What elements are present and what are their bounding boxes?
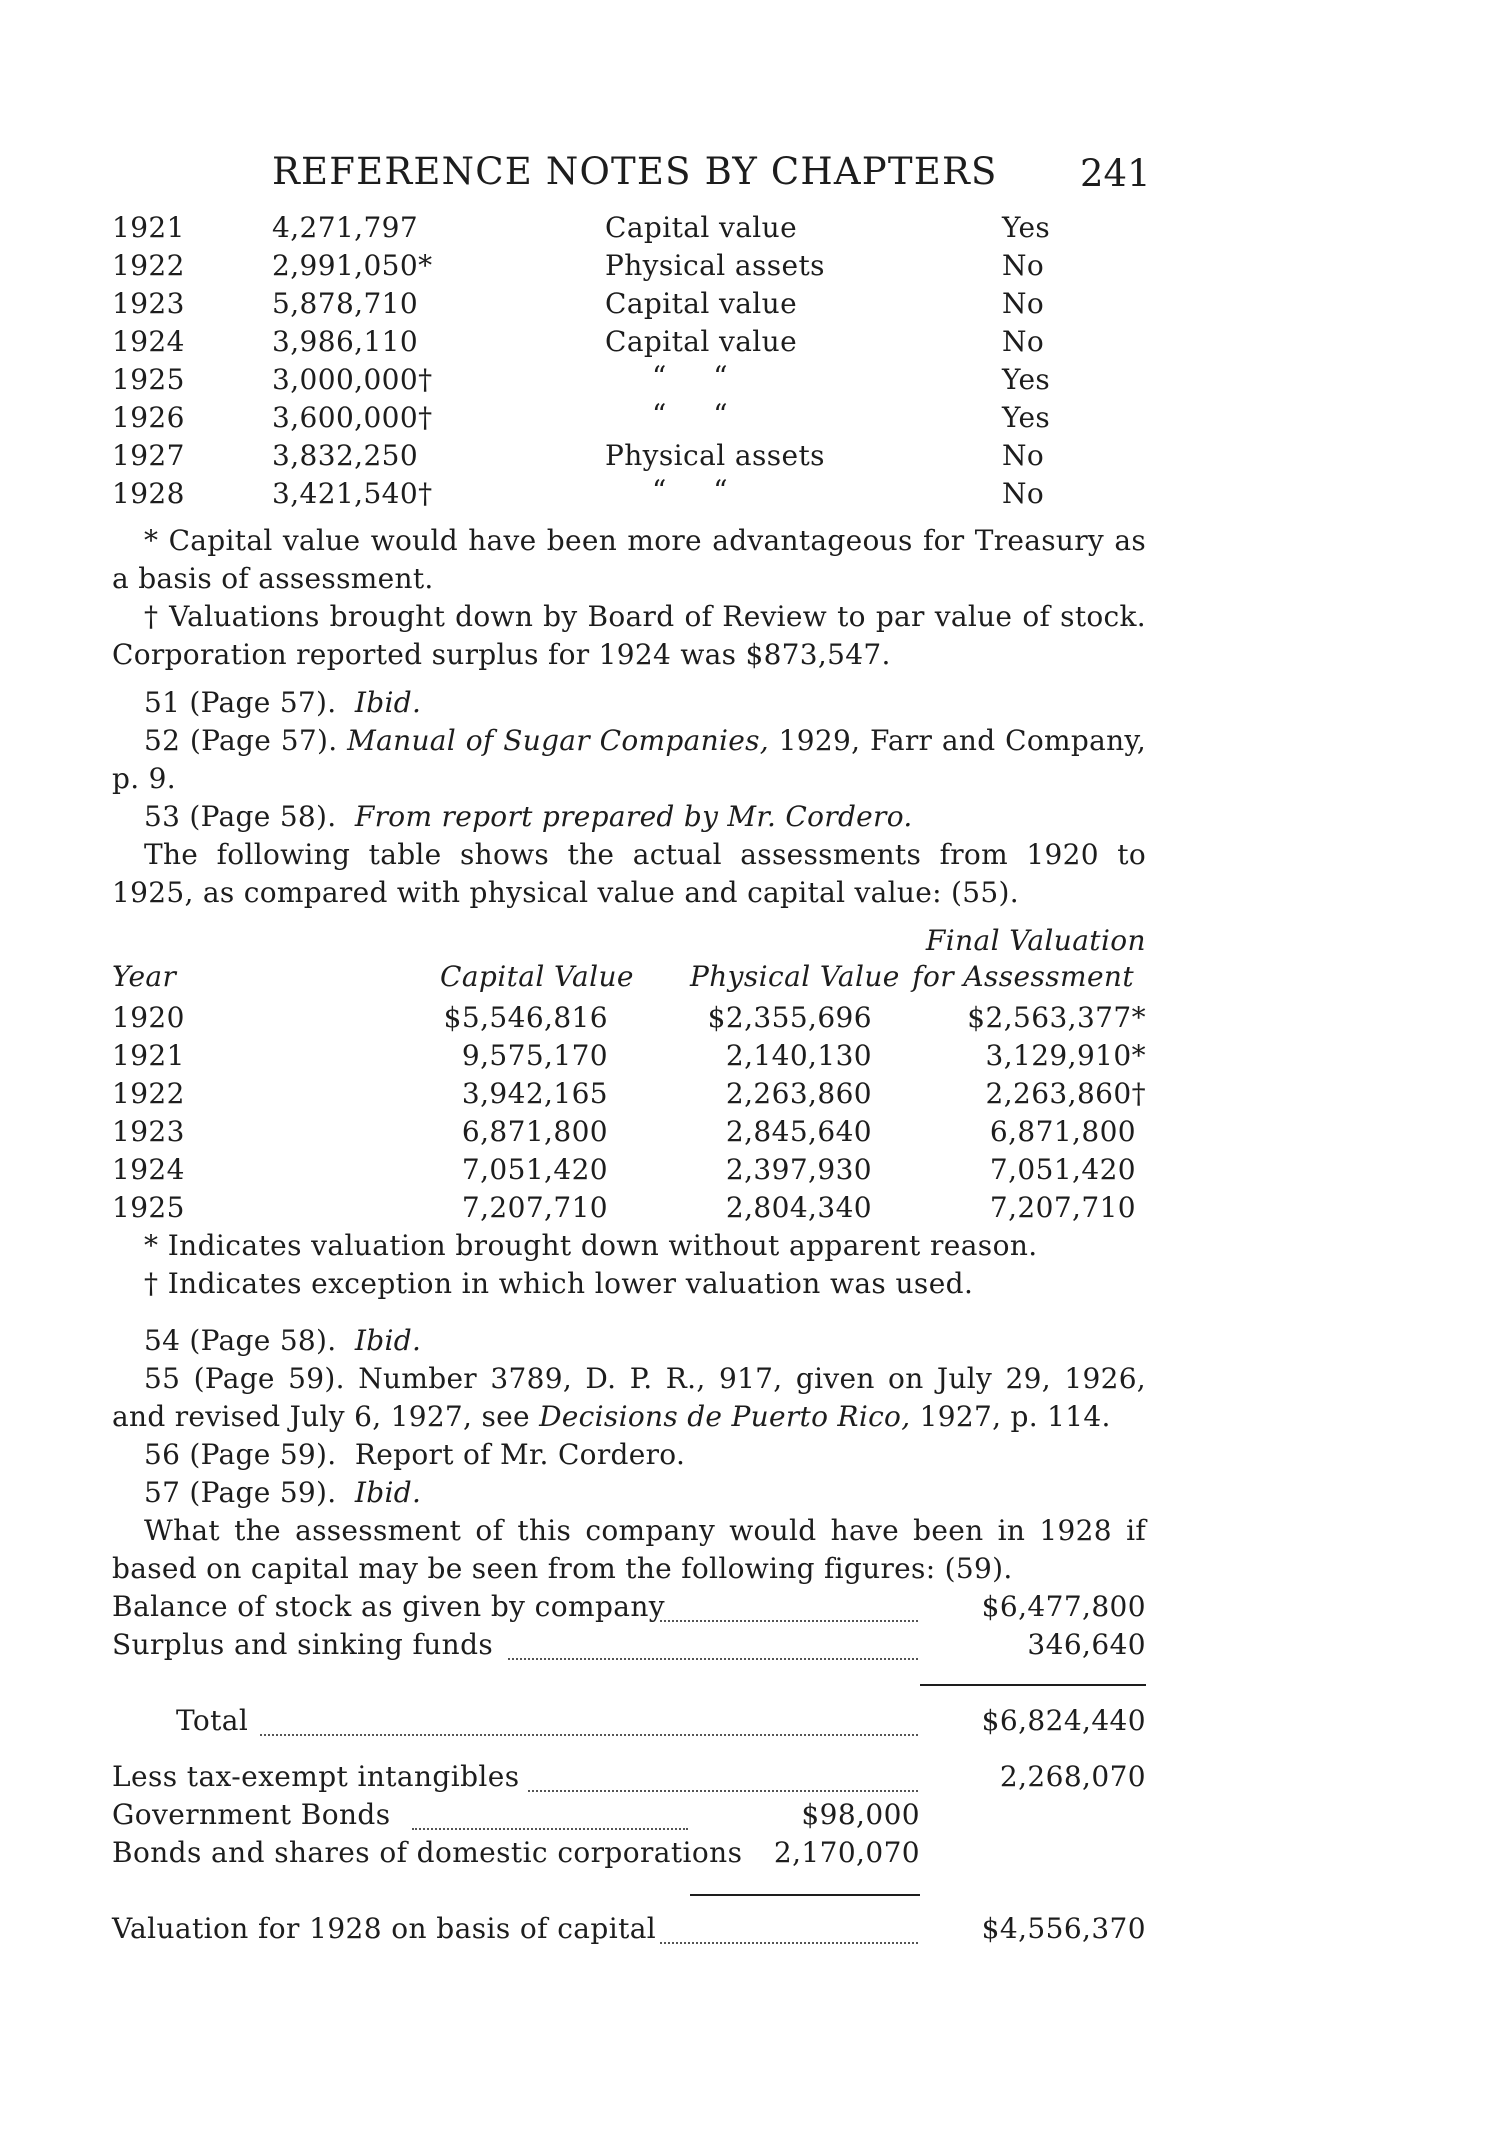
final-cell: 2,263,860† (985, 1077, 1146, 1110)
header-year: Year (112, 960, 177, 993)
basis-cell: Capital value (605, 325, 798, 358)
answer-cell: No (1002, 249, 1045, 282)
bonds-shares-label: Bonds and shares of domestic corporations (112, 1836, 743, 1869)
note-number: 51 (Page 57). (144, 686, 337, 719)
note-text: 1927, p. 114. (919, 1400, 1111, 1433)
header-final-valuation: Final Valuation (925, 924, 1146, 957)
year-cell: 1924 (112, 325, 185, 358)
balance-label: Balance of stock as given by company (112, 1590, 666, 1623)
dot-leader (260, 1734, 918, 1736)
surplus-label: Surplus and sinking funds (112, 1628, 494, 1661)
year-cell: 1924 (112, 1153, 185, 1186)
note-55 (112, 1360, 1146, 1436)
final-cell: 7,207,710 (989, 1191, 1136, 1224)
amount-cell: 3,000,000† (272, 363, 433, 396)
physical-cell: 2,263,860 (725, 1077, 872, 1110)
less-label: Less tax-exempt intangibles (112, 1760, 520, 1793)
basis-cell: Capital value (605, 211, 798, 244)
gov-bonds-label: Government Bonds (112, 1798, 391, 1831)
year-cell: 1921 (112, 1039, 185, 1072)
footnote-dagger: † Valuations brought down by Board of Review to par value of stock. Corporation reported surplus for 1924 was $873,547. (112, 600, 1146, 671)
note-number: 53 (Page 58). (144, 800, 337, 833)
surplus-value: 346,640 (1027, 1628, 1146, 1661)
capital-cell: 7,051,420 (461, 1153, 608, 1186)
valuation-value: $4,556,370 (981, 1912, 1146, 1945)
note-title: Manual of Sugar Companies, (347, 724, 769, 757)
ditto-marks: “ “ (652, 398, 728, 431)
year-cell: 1923 (112, 1115, 185, 1148)
dot-leader (528, 1790, 918, 1792)
note-ref: Ibid. (354, 1324, 422, 1357)
physical-cell: 2,804,340 (725, 1191, 872, 1224)
answer-cell: Yes (1002, 363, 1051, 396)
physical-cell: $2,355,696 (707, 1001, 872, 1034)
year-cell: 1925 (112, 363, 185, 396)
note-text: Report of Mr. Cordero. (354, 1438, 686, 1471)
table-note-dagger: † Indicates exception in which lower valuation was used. (144, 1267, 974, 1300)
computation-intro: What the assessment of this company would have been in 1928 if based on capital may be seen from the following figures: (59). (112, 1514, 1146, 1585)
year-cell: 1920 (112, 1001, 185, 1034)
final-cell: $2,563,377* (967, 1001, 1146, 1034)
amount-cell: 3,421,540† (272, 477, 433, 510)
dot-leader (508, 1658, 918, 1660)
bonds-shares-value: 2,170,070 (773, 1836, 920, 1869)
capital-cell: $5,546,816 (443, 1001, 608, 1034)
subtotal-rule (690, 1894, 920, 1896)
header-capital-value: Capital Value (440, 960, 634, 993)
header-physical-value: Physical Value (690, 960, 900, 993)
note-title: Decisions de Puerto Rico, (539, 1400, 911, 1433)
year-cell: 1921 (112, 211, 185, 244)
physical-cell: 2,140,130 (725, 1039, 872, 1072)
dot-leader (660, 1620, 918, 1622)
note-ref: Ibid. (354, 686, 422, 719)
table-note-star: * Indicates valuation brought down without apparent reason. (144, 1229, 1038, 1262)
running-header-title: REFERENCE NOTES BY CHAPTERS (272, 150, 998, 193)
note-54 (144, 1322, 1144, 1360)
total-label: Total (176, 1704, 249, 1737)
note-52 (112, 722, 1146, 798)
note-number: 54 (Page 58). (144, 1324, 337, 1357)
answer-cell: Yes (1002, 401, 1051, 434)
total-value: $6,824,440 (981, 1704, 1146, 1737)
amount-cell: 3,832,250 (272, 439, 419, 472)
note-ref: Ibid. (354, 1476, 422, 1509)
amount-cell: 2,991,050* (272, 249, 433, 282)
final-cell: 7,051,420 (989, 1153, 1136, 1186)
final-cell: 3,129,910* (985, 1039, 1146, 1072)
capital-cell: 9,575,170 (461, 1039, 608, 1072)
physical-cell: 2,397,930 (725, 1153, 872, 1186)
note-number: 57 (Page 59). (144, 1476, 337, 1509)
physical-cell: 2,845,640 (725, 1115, 872, 1148)
basis-cell: Capital value (605, 287, 798, 320)
sum-rule (920, 1684, 1146, 1686)
year-cell: 1923 (112, 287, 185, 320)
note-number: 56 (Page 59). (144, 1438, 337, 1471)
answer-cell: No (1002, 325, 1045, 358)
year-cell: 1922 (112, 249, 185, 282)
gov-bonds-value: $98,000 (801, 1798, 920, 1831)
note-57 (144, 1474, 1144, 1512)
amount-cell: 4,271,797 (272, 211, 419, 244)
dot-leader (660, 1942, 918, 1944)
year-cell: 1927 (112, 439, 185, 472)
answer-cell: Yes (1002, 211, 1051, 244)
footnote-star: * Capital value would have been more advantageous for Treasury as a basis of assessment. (112, 524, 1146, 595)
answer-cell: No (1002, 287, 1045, 320)
year-cell: 1925 (112, 1191, 185, 1224)
note-text: From report prepared by Mr. Cordero. (354, 800, 913, 833)
capital-cell: 6,871,800 (461, 1115, 608, 1148)
answer-cell: No (1002, 439, 1045, 472)
ditto-marks: “ “ (652, 474, 728, 507)
valuation-label: Valuation for 1928 on basis of capital (112, 1912, 657, 1945)
basis-cell: Physical assets (605, 439, 825, 472)
amount-cell: 3,986,110 (272, 325, 419, 358)
page-number: 241 (1080, 152, 1151, 195)
year-cell: 1922 (112, 1077, 185, 1110)
note-56 (144, 1436, 1144, 1474)
amount-cell: 3,600,000† (272, 401, 433, 434)
dot-leader (412, 1828, 688, 1830)
less-value: 2,268,070 (999, 1760, 1146, 1793)
note-number: 55 (Page 59). (144, 1362, 345, 1395)
table-intro: The following table shows the actual assessments from 1920 to 1925, as compared with physical value and capital value: (55). (112, 838, 1146, 909)
amount-cell: 5,878,710 (272, 287, 419, 320)
header-for-assessment: for Assessment (912, 960, 1134, 993)
basis-cell: Physical assets (605, 249, 825, 282)
note-53 (144, 798, 1144, 836)
note-text: Number 3789, D. P. R., 917, given on July 29, 1926, and revised July 6, 1927, see (112, 1362, 1147, 1433)
capital-cell: 7,207,710 (461, 1191, 608, 1224)
note-number: 52 (Page 57). (144, 724, 338, 757)
ditto-marks: “ “ (652, 360, 728, 393)
capital-cell: 3,942,165 (461, 1077, 608, 1110)
answer-cell: No (1002, 477, 1045, 510)
balance-value: $6,477,800 (981, 1590, 1146, 1623)
note-51 (144, 684, 1144, 722)
year-cell: 1928 (112, 477, 185, 510)
final-cell: 6,871,800 (989, 1115, 1136, 1148)
year-cell: 1926 (112, 401, 185, 434)
note-text: 1929, Farr and Company, p. 9. (112, 724, 1147, 795)
